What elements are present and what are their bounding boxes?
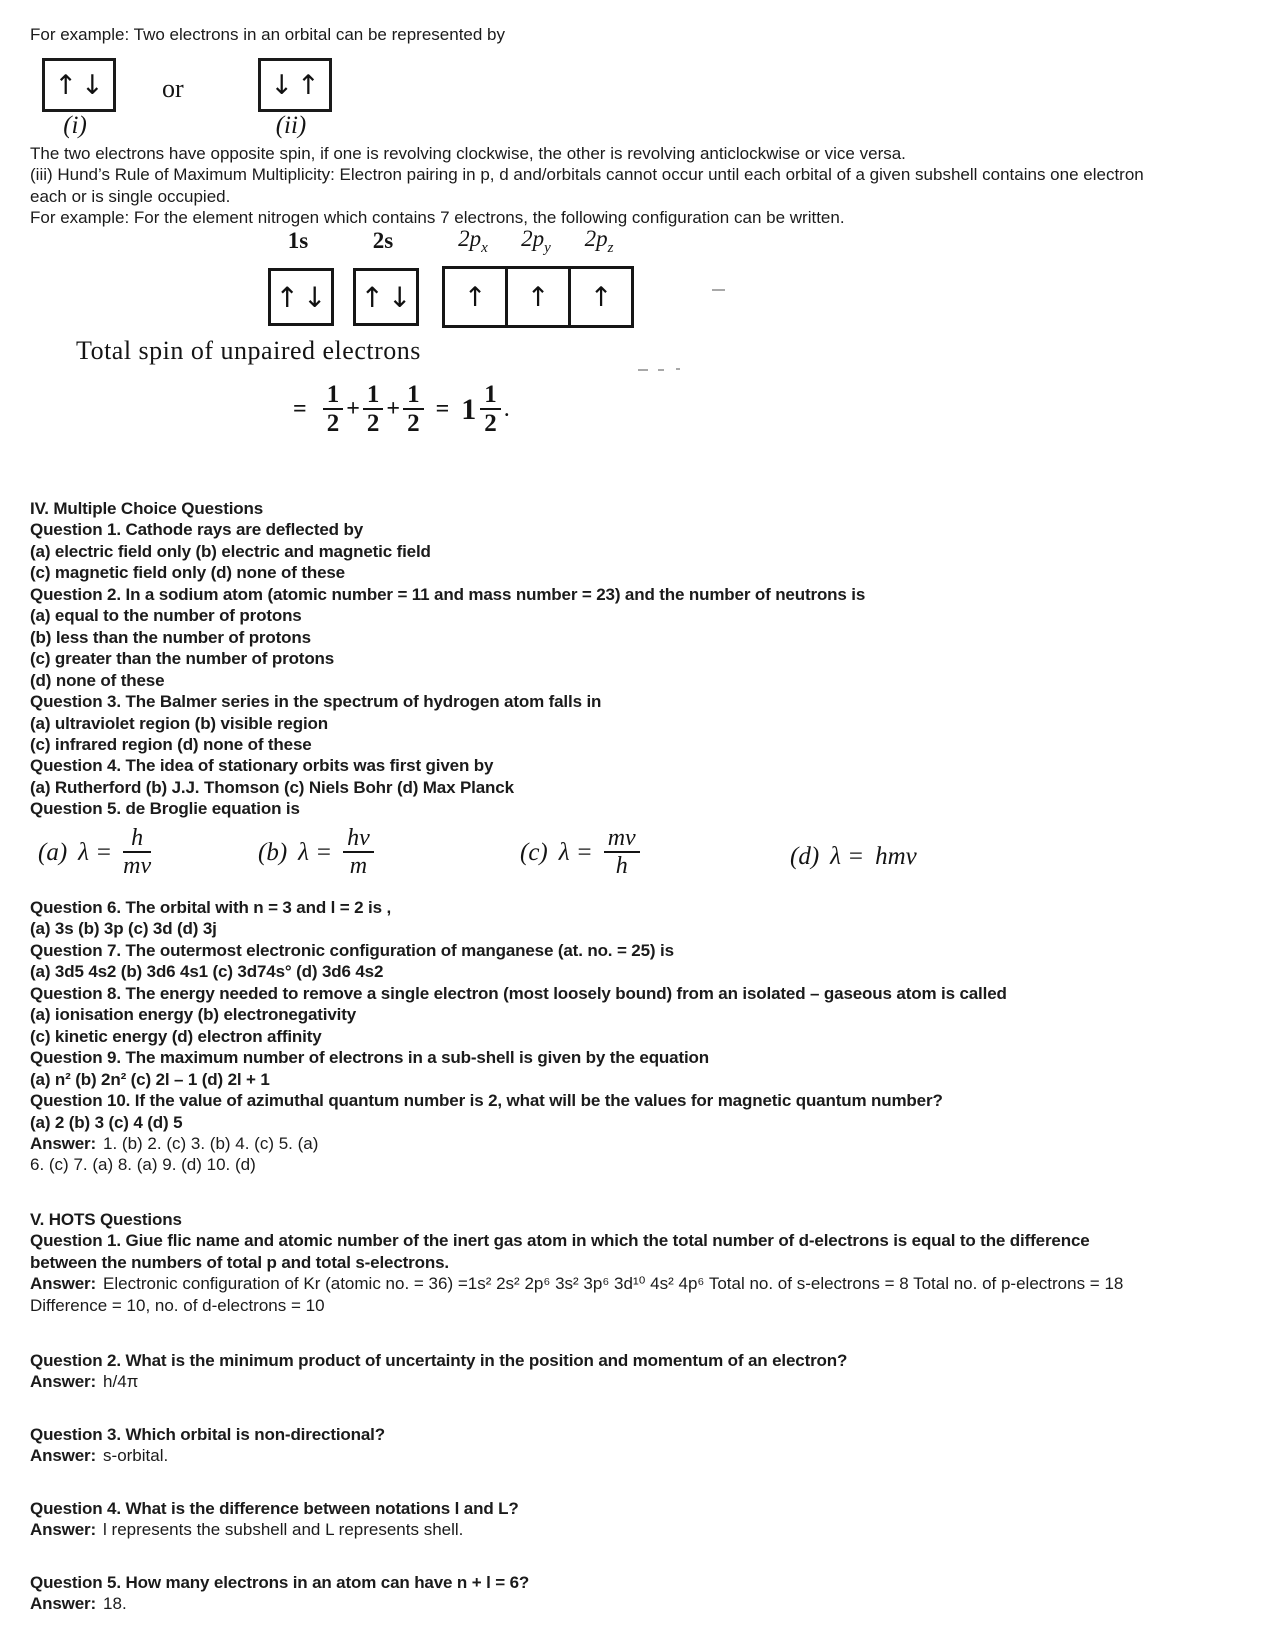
orbital-label-2px: [442, 226, 504, 257]
mcq-question: Question 7. The outermost electronic configuration of manganese (at. no. = 25) is: [30, 940, 674, 960]
answer-values: 1. (b) 2. (c) 3. (b) 4. (c) 5. (a): [103, 1133, 319, 1153]
total-spin-caption: Total spin of unpaired electrons: [76, 336, 421, 365]
lambda-equals: λ =: [78, 838, 113, 866]
down-up-arrows-icon: ↓↑: [270, 69, 324, 101]
mcq-options: (b) less than the number of protons: [30, 627, 311, 647]
orbital-label-2pz: [568, 226, 630, 257]
hots-answer-line2: Difference = 10, no. of d-electrons = 10: [30, 1295, 325, 1315]
hots-question: Question 4. What is the difference between notations l and L?: [30, 1499, 519, 1518]
orbital-box-i: [42, 58, 116, 112]
numerator: 1: [363, 382, 384, 410]
hots-answer-line: [30, 1371, 847, 1392]
de-broglie-option-d: [790, 843, 917, 871]
mcq-options: (a) Rutherford (b) J.J. Thomson (c) Niels Bohr (d) Max Planck: [30, 777, 514, 797]
option-label: (c): [520, 838, 548, 866]
mcq-options: (a) 3d5 4s2 (b) 3d6 4s1 (c) 3d74s° (d) 3d6 4s2: [30, 962, 384, 982]
hots-question-5-block: [30, 1572, 529, 1615]
plus-sign: +: [346, 396, 360, 423]
mcq-options: (c) greater than the number of protons: [30, 649, 335, 669]
mcq-options: (c) infrared region (d) none of these: [30, 734, 312, 754]
hots-question: Question 2. What is the minimum product of uncertainty in the position and momentum of an electron?: [30, 1351, 848, 1370]
answer-label: Answer:: [30, 1133, 97, 1153]
denominator: 2: [326, 410, 340, 437]
hots-answer-line: [30, 1273, 1123, 1294]
de-broglie-option-c: [520, 826, 640, 879]
fraction: [363, 382, 384, 437]
hots-question: Question 5. How many electrons in an atom can have n + l = 6?: [30, 1573, 530, 1592]
label-main: 2p: [521, 226, 545, 251]
option-label: (a): [38, 838, 68, 866]
orbital-cell-2px: [445, 269, 505, 325]
label-sub: z: [607, 240, 614, 256]
orbital-label-1s: [268, 228, 328, 259]
denominator: 2: [366, 410, 380, 437]
label-sub: y: [544, 240, 551, 256]
plus-sign: +: [386, 396, 401, 423]
denominator: 2: [407, 410, 420, 437]
lambda-equals: λ =: [558, 838, 593, 866]
period: .: [503, 396, 510, 423]
scan-artifact: [676, 368, 680, 370]
hots-answer-line: [30, 1519, 519, 1540]
mcq-question: Question 4. The idea of stationary orbits was first given by: [30, 756, 494, 776]
label-main: 1s: [287, 228, 309, 253]
numerator: 1: [403, 382, 424, 410]
mcq-section-part2: [30, 897, 1007, 1176]
hots-question: Question 1. Giue flic name and atomic number of the inert gas atom in which the total number of d-electrons is equal to the difference: [30, 1231, 1090, 1251]
denominator: h: [615, 853, 628, 879]
numerator: 1: [323, 382, 344, 410]
whole-number: 1: [461, 392, 477, 426]
mcq-question: Question 6. The orbital with n = 3 and l = 2 is ,: [30, 898, 392, 917]
or-text: or: [162, 74, 184, 103]
orbital-box-ii: [258, 58, 332, 112]
answer-label: Answer:: [30, 1594, 97, 1614]
lambda-equals: λ =: [298, 838, 333, 866]
intro-line: For example: Two electrons in an orbital can be represented by: [30, 25, 506, 44]
up-down-arrows-icon: ↑↓: [360, 280, 416, 314]
up-down-arrows-icon: ↑↓: [275, 280, 331, 314]
numerator: hv: [343, 826, 374, 853]
hots-question: Question 3. Which orbital is non-directional?: [30, 1425, 385, 1444]
mcq-section-part1: [30, 498, 865, 820]
box-label-ii: (ii): [275, 112, 307, 139]
paragraph-line: For example: For the element nitrogen which contains 7 electrons, the following configuration can be written.: [30, 208, 845, 228]
mcq-question: Question 10. If the value of azimuthal quantum number is 2, what will be the values for magnetic quantum number?: [30, 1091, 943, 1111]
fraction: [123, 826, 151, 879]
paragraph-line: The two electrons have opposite spin, if one is revolving clockwise, the other is revolving anticlockwise or vice versa.: [30, 144, 906, 163]
de-broglie-option-a: [38, 826, 151, 879]
scan-artifact: [712, 289, 725, 291]
answer-text: Electronic configuration of Kr (atomic no. = 36) =1s² 2s² 2p⁶ 3s² 3p⁶ 3d¹⁰ 4s² 4p⁶ Total no. of s-electrons = 8 Total no. of p-electrons = 18: [103, 1274, 1124, 1294]
mcq-options: (a) n² (b) 2n² (c) 2l – 1 (d) 2l + 1: [30, 1069, 270, 1089]
paragraph-line: (iii) Hund’s Rule of Maximum Multiplicity: Electron pairing in p, d and/orbitals cannot occur until each orbital of a given subshell contains one electron: [30, 165, 1144, 185]
answer-label: Answer:: [30, 1372, 97, 1392]
fraction: [480, 382, 501, 437]
equation-rhs: hmv: [875, 843, 917, 870]
fraction: [323, 382, 344, 437]
answer-text: 18.: [103, 1594, 127, 1614]
orbital-box-2s: [353, 268, 419, 326]
hots-question-3-block: [30, 1424, 385, 1467]
denominator: mv: [123, 853, 152, 879]
equals-sign: =: [435, 396, 450, 423]
up-arrow-icon: ↑: [589, 281, 613, 313]
total-spin-equation: [293, 382, 510, 437]
mcq-question: Question 9. The maximum number of electrons in a sub-shell is given by the equation: [30, 1048, 710, 1068]
hots-question-4-block: [30, 1498, 519, 1541]
hots-heading: V. HOTS Questions: [30, 1210, 182, 1229]
mcq-heading: IV. Multiple Choice Questions: [30, 499, 264, 518]
answer-text: s-orbital.: [103, 1446, 169, 1466]
scan-artifact: [638, 369, 648, 371]
mcq-options: (c) kinetic energy (d) electron affinity: [30, 1026, 322, 1046]
label-main: 2p: [458, 226, 482, 251]
mcq-options: (a) 2 (b) 3 (c) 4 (d) 5: [30, 1112, 183, 1132]
orbital-label-2s: [353, 228, 413, 259]
hots-answer-line: [30, 1445, 385, 1466]
fraction: [604, 826, 640, 879]
mcq-question: Question 2. In a sodium atom (atomic number = 11 and mass number = 23) and the number of neutrons is: [30, 584, 866, 604]
mcq-question: Question 5. de Broglie equation is: [30, 799, 300, 819]
up-down-arrows-icon: ↑↓: [54, 69, 108, 101]
mcq-question: Question 3. The Balmer series in the spectrum of hydrogen atom falls in: [30, 692, 602, 712]
scan-artifact: [658, 369, 664, 371]
answer-text: h/4π: [103, 1372, 139, 1392]
label-main: 2s: [372, 228, 394, 253]
mcq-options: (a) ultraviolet region (b) visible region: [30, 713, 328, 733]
numerator: h: [123, 826, 151, 853]
paragraph: [30, 143, 1144, 229]
answer-text: l represents the subshell and L represents shell.: [103, 1520, 464, 1540]
orbital-box-1s: [268, 268, 334, 326]
up-arrow-icon: ↑: [463, 281, 487, 313]
answer-label: Answer:: [30, 1520, 97, 1540]
de-broglie-option-b: [258, 826, 374, 879]
mcq-options: (a) ionisation energy (b) electronegativity: [30, 1005, 357, 1025]
answer-label: Answer:: [30, 1274, 97, 1294]
mcq-options: (c) magnetic field only (d) none of these: [30, 563, 345, 583]
orbital-cell-2pz: [568, 269, 631, 325]
mcq-options: (a) equal to the number of protons: [30, 606, 302, 626]
answer-label: Answer:: [30, 1446, 97, 1466]
orbital-label-2py: [505, 226, 567, 257]
hots-answer-line: [30, 1593, 529, 1614]
mcq-question: Question 1. Cathode rays are deflected by: [30, 520, 364, 540]
up-arrow-icon: ↑: [526, 281, 550, 313]
mcq-options: (a) 3s (b) 3p (c) 3d (d) 3j: [30, 919, 217, 939]
fraction: [343, 826, 374, 879]
label-main: 2p: [584, 226, 608, 251]
option-label: (d): [790, 843, 820, 870]
mcq-answer-line2: 6. (c) 7. (a) 8. (a) 9. (d) 10. (d): [30, 1155, 256, 1175]
orbital-box-2p: [442, 266, 634, 328]
paragraph-line: each or is single occupied.: [30, 186, 231, 206]
mcq-answer-line: [30, 1133, 1007, 1154]
numerator: mv: [604, 826, 640, 853]
fraction: [403, 382, 424, 437]
lambda-equals: λ =: [830, 843, 865, 870]
box-label-i: (i): [63, 112, 87, 139]
label-sub: x: [481, 240, 488, 256]
option-label: (b): [258, 838, 288, 866]
numerator: 1: [480, 382, 501, 410]
hots-question: between the numbers of total p and total s-electrons.: [30, 1252, 449, 1272]
denominator: 2: [484, 410, 497, 437]
mcq-options: (d) none of these: [30, 670, 165, 690]
mcq-question: Question 8. The energy needed to remove a single electron (most loosely bound) from an isolated – gaseous atom is called: [30, 983, 1007, 1003]
denominator: m: [349, 853, 368, 879]
mcq-options: (a) electric field only (b) electric and magnetic field: [30, 541, 431, 561]
equals-sign: =: [293, 396, 307, 423]
orbital-cell-2py: [505, 269, 568, 325]
hots-question-2-block: [30, 1350, 847, 1393]
hots-section: [30, 1209, 1123, 1316]
